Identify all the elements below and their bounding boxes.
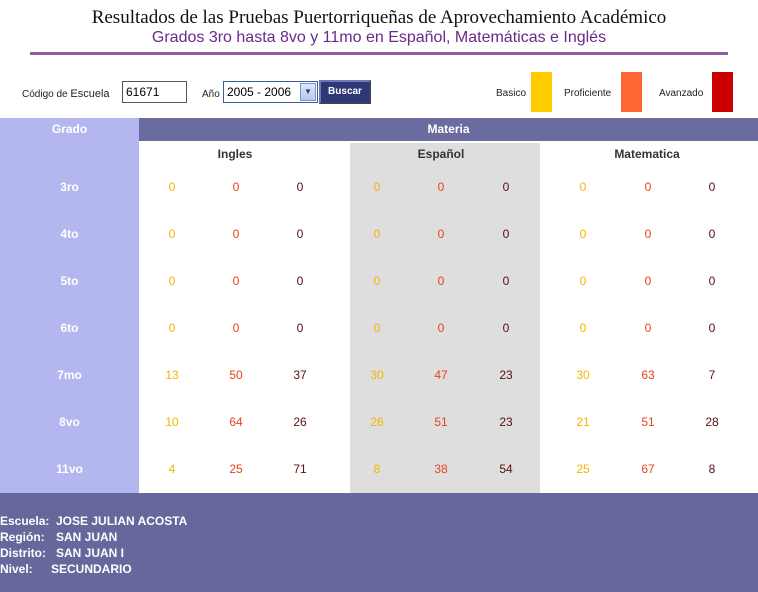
espanol-basico-cell: 0 (373, 274, 381, 288)
matematica-basico-cell: 0 (579, 321, 587, 335)
espanol-avanzado-cell: 23 (499, 368, 513, 382)
legend-proficiente-label: Proficiente (564, 88, 612, 99)
espanol-proficiente-cell: 0 (437, 321, 445, 335)
matematica-basico-cell: 25 (576, 462, 590, 476)
grade-label: 3ro (60, 180, 79, 194)
ingles-proficiente-cell: 64 (229, 415, 243, 429)
grade-label: 7mo (57, 368, 82, 382)
school-name: JOSE JULIAN ACOSTA (56, 514, 188, 528)
school-info-panel: Escuela: JOSE JULIAN ACOSTA Región: SAN JUAN Distrito: SAN JUAN I Nivel: SECUNDARIO (0, 493, 758, 592)
espanol-proficiente-cell: 0 (437, 180, 445, 194)
ingles-proficiente-cell: 0 (232, 227, 240, 241)
ingles-avanzado-cell: 0 (296, 180, 304, 194)
ingles-basico-cell: 13 (165, 368, 179, 382)
ingles-basico-cell: 10 (165, 415, 179, 429)
grade-label: 4to (60, 227, 79, 241)
region-name: SAN JUAN (56, 530, 118, 544)
ingles-avanzado-cell: 0 (296, 274, 304, 288)
subject-espanol: Español (417, 147, 465, 161)
espanol-basico-cell: 0 (373, 321, 381, 335)
legend-proficiente-swatch (621, 72, 642, 112)
level-name: SECUNDARIO (51, 562, 132, 576)
matematica-avanzado-cell: 28 (705, 415, 719, 429)
matematica-proficiente-cell: 51 (641, 415, 655, 429)
chevron-down-icon[interactable]: ▼ (300, 83, 316, 101)
espanol-basico-cell: 0 (373, 227, 381, 241)
matematica-proficiente-cell: 0 (644, 274, 652, 288)
ingles-proficiente-cell: 0 (232, 180, 240, 194)
subject-matematica: Matematica (614, 147, 680, 161)
ingles-basico-cell: 0 (168, 321, 176, 335)
matematica-proficiente-cell: 0 (644, 180, 652, 194)
espanol-basico-cell: 8 (373, 462, 381, 476)
subject-header: Materia (427, 122, 470, 136)
matematica-avanzado-cell: 0 (708, 274, 716, 288)
espanol-avanzado-cell: 0 (502, 180, 510, 194)
legend-basico-label: Basico (496, 88, 527, 99)
espanol-avanzado-cell: 0 (502, 321, 510, 335)
title-divider (30, 52, 728, 55)
page-title: Resultados de las Pruebas Puertorriqueñas de Aprovechamiento Académico (91, 7, 667, 28)
ingles-basico-cell: 0 (168, 227, 176, 241)
espanol-basico-cell: 30 (370, 368, 384, 382)
subject-ingles: Ingles (217, 147, 253, 161)
espanol-avanzado-cell: 54 (499, 462, 513, 476)
matematica-basico-cell: 0 (579, 180, 587, 194)
espanol-column-band (350, 143, 540, 493)
matematica-proficiente-cell: 67 (641, 462, 655, 476)
espanol-proficiente-cell: 0 (437, 274, 445, 288)
legend-basico-swatch (531, 72, 552, 112)
matematica-avanzado-cell: 0 (708, 180, 716, 194)
year-select[interactable] (223, 81, 318, 103)
matematica-avanzado-cell: 8 (708, 462, 716, 476)
ingles-proficiente-cell: 0 (232, 321, 240, 335)
matematica-proficiente-cell: 0 (644, 227, 652, 241)
matematica-proficiente-cell: 0 (644, 321, 652, 335)
ingles-avanzado-cell: 0 (296, 227, 304, 241)
grade-header: Grado (51, 122, 88, 136)
search-button[interactable]: Buscar (319, 80, 371, 104)
matematica-avanzado-cell: 0 (708, 227, 716, 241)
espanol-basico-cell: 26 (370, 415, 384, 429)
ingles-avanzado-cell: 37 (293, 368, 307, 382)
ingles-avanzado-cell: 26 (293, 415, 307, 429)
espanol-avanzado-cell: 23 (499, 415, 513, 429)
ingles-proficiente-cell: 25 (229, 462, 243, 476)
year-label: Año (202, 89, 220, 100)
page-subtitle: Grados 3ro hasta 8vo y 11mo en Español, Matemáticas e Inglés (151, 29, 607, 46)
year-select-value: 2005 - 2006 (227, 85, 292, 99)
ingles-basico-cell: 0 (168, 180, 176, 194)
espanol-avanzado-cell: 0 (502, 274, 510, 288)
matematica-basico-cell: 21 (576, 415, 590, 429)
grade-column (0, 118, 139, 493)
district-name: SAN JUAN I (56, 546, 125, 560)
ingles-avanzado-cell: 0 (296, 321, 304, 335)
matematica-basico-cell: 0 (579, 274, 587, 288)
matematica-avanzado-cell: 7 (708, 368, 716, 382)
espanol-proficiente-cell: 47 (434, 368, 448, 382)
espanol-avanzado-cell: 0 (502, 227, 510, 241)
school-code-label: Código de Escuela (22, 88, 110, 100)
grade-label: 5to (60, 274, 79, 288)
school-code-input[interactable] (122, 81, 187, 103)
matematica-avanzado-cell: 0 (708, 321, 716, 335)
matematica-proficiente-cell: 63 (641, 368, 655, 382)
ingles-basico-cell: 4 (168, 462, 176, 476)
matematica-basico-cell: 30 (576, 368, 590, 382)
ingles-proficiente-cell: 0 (232, 274, 240, 288)
legend-avanzado-label: Avanzado (659, 88, 704, 99)
espanol-proficiente-cell: 0 (437, 227, 445, 241)
grade-label: 8vo (59, 415, 80, 429)
espanol-proficiente-cell: 38 (434, 462, 448, 476)
espanol-basico-cell: 0 (373, 180, 381, 194)
ingles-basico-cell: 0 (168, 274, 176, 288)
grade-label: 6to (60, 321, 79, 335)
ingles-avanzado-cell: 71 (293, 462, 307, 476)
legend-avanzado-swatch (712, 72, 733, 112)
ingles-proficiente-cell: 50 (229, 368, 243, 382)
grade-label: 11vo (56, 462, 83, 476)
espanol-proficiente-cell: 51 (434, 415, 448, 429)
matematica-basico-cell: 0 (579, 227, 587, 241)
